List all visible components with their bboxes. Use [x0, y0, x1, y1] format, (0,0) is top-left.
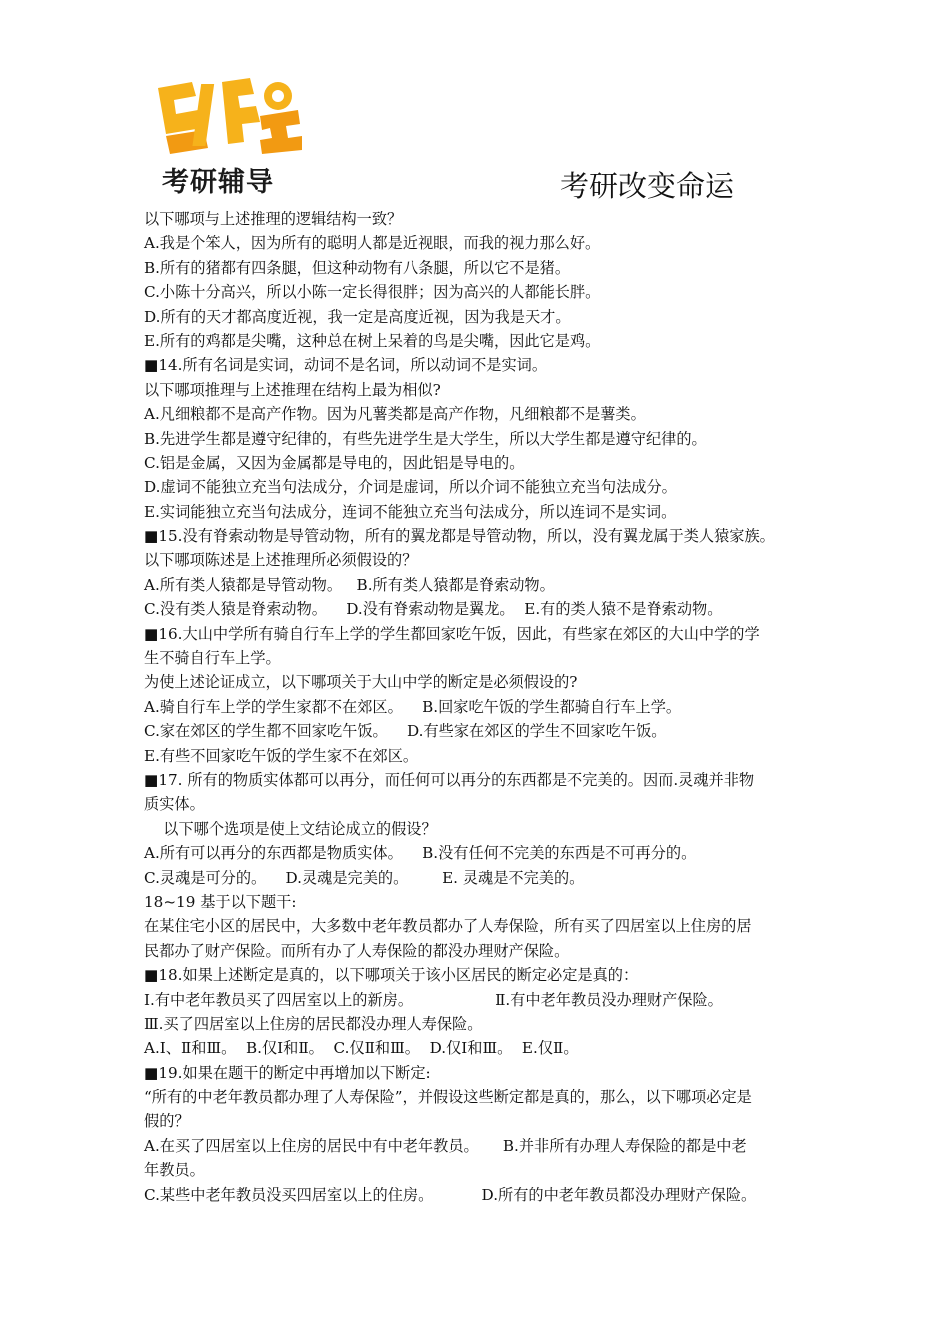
text-line: A.Ⅰ、Ⅱ和Ⅲ。 B.仅Ⅰ和Ⅱ。 C.仅Ⅱ和Ⅲ。 D.仅Ⅰ和Ⅲ。 E.仅Ⅱ。	[144, 1039, 579, 1058]
text-line: C.铝是金属，又因为金属都是导电的，因此铝是导电的。	[144, 453, 525, 472]
text-line: C.家在郊区的学生都不回家吃午饭。 D.有些家在郊区的学生不回家吃午饭。	[144, 722, 667, 741]
text-line: A.骑自行车上学的学生家都不在郊区。 B.回家吃午饭的学生都骑自行车上学。	[144, 697, 682, 716]
logo-subtitle: 考研辅导	[162, 167, 274, 198]
text-line: D.所有的天才都高度近视，我一定是高度近视，因为我是天才。	[144, 307, 571, 326]
logo	[150, 78, 305, 198]
text-line: 年教员。	[144, 1161, 205, 1180]
text-line: C.某些中老年教员没买四居室以上的住房。 D.所有的中老年教员都没办理财产保险。	[144, 1185, 757, 1204]
text-line: 18~19 基于以下题干:	[144, 892, 297, 911]
text-line: C.灵魂是可分的。 D.灵魂是完美的。 E. 灵魂是不完美的。	[144, 868, 585, 887]
text-line: 以下哪项与上述推理的逻辑结构一致？	[144, 210, 403, 228]
text-line: 以下哪个选项是使上文结论成立的假设？	[144, 819, 437, 838]
text-line: E.所有的鸡都是尖嘴，这种总在树上呆着的鸟是尖嘴，因此它是鸡。	[144, 331, 601, 350]
text-line: 假的？	[144, 1112, 190, 1131]
text-line: B.先进学生都是遵守纪律的，有些先进学生是大学生，所以大学生都是遵守纪律的。	[144, 429, 707, 448]
text-line: ■15.没有脊索动物是导管动物，所有的翼龙都是导管动物，所以，没有翼龙属于类人猿家族。	[144, 527, 775, 546]
text-line: B.所有的猪都有四条腿，但这种动物有八条腿，所以它不是猪。	[144, 258, 571, 277]
text-line: 民都办了财产保险。而所有办了人寿保险的都没办理财产保险。	[144, 941, 570, 960]
text-line: A.凡细粮都不是高产作物。因为凡薯类都是高产作物，凡细粮都不是薯类。	[144, 405, 646, 424]
text-line: “所有的中老年教员都办理了人寿保险”，并假设这些断定都是真的，那么，以下哪项必定是	[144, 1088, 752, 1107]
text-line: A.我是个笨人，因为所有的聪明人都是近视眼，而我的视力那么好。	[144, 234, 601, 253]
text-line: A.所有类人猿都是导管动物。 B.所有类人猿都是脊索动物。	[144, 575, 555, 594]
text-line: 生不骑自行车上学。	[144, 649, 281, 668]
text-line: C.小陈十分高兴，所以小陈一定长得很胖；因为高兴的人都能长胖。	[144, 283, 601, 302]
text-line: Ⅲ.买了四居室以上住房的居民都没办理人寿保险。	[144, 1014, 483, 1033]
logo-graphic	[152, 78, 302, 156]
text-line: A.在买了四居室以上住房的居民中有中老年教员。 B.并非所有办理人寿保险的都是中老	[144, 1136, 747, 1155]
text-line: Ⅰ.有中老年教员买了四居室以上的新房。 Ⅱ.有中老年教员没办理财产保险。	[144, 990, 723, 1009]
text-line: 质实体。	[144, 795, 205, 814]
document-body	[144, 207, 814, 1207]
text-line: ■17. 所有的物质实体都可以再分，而任何可以再分的东西都是不完美的。因而.灵魂并非物	[144, 770, 755, 789]
text-line: 在某住宅小区的居民中，大多数中老年教员都办了人寿保险，所有买了四居室以上住房的居	[144, 917, 752, 936]
text-line: ■14.所有名词是实词，动词不是名词，所以动词不是实词。	[144, 356, 548, 375]
text-line: E.有些不回家吃午饭的学生家不在郊区。	[144, 746, 419, 765]
text-line: E.实词能独立充当句法成分，连词不能独立充当句法成分，所以连词不是实词。	[144, 502, 677, 521]
text-line: ■18.如果上述断定是真的，以下哪项关于该小区居民的断定必定是真的：	[144, 966, 639, 985]
text-line: A.所有可以再分的东西都是物质实体。 B.没有任何不完美的东西是不可再分的。	[144, 844, 697, 863]
text-line: C.没有类人猿是脊索动物。 D.没有脊索动物是翼龙。 E.有的类人猿不是脊索动物。	[144, 600, 723, 619]
text-line: ■19.如果在题干的断定中再增加以下断定:	[144, 1063, 431, 1082]
text-line: ■16.大山中学所有骑自行车上学的学生都回家吃午饭，因此，有些家在郊区的大山中学的学	[144, 624, 760, 643]
header-slogan: 考研改变命运	[560, 169, 735, 203]
text-line: D.虚词不能独立充当句法成分，介词是虚词，所以介词不能独立充当句法成分。	[144, 478, 677, 497]
text-line: 以下哪项陈述是上述推理所必须假设的？	[144, 551, 418, 570]
text-line: 为使上述论证成立，以下哪项关于大山中学的断定是必须假设的?	[144, 673, 578, 692]
text-line: 以下哪项推理与上述推理在结构上最为相似?	[144, 380, 441, 399]
